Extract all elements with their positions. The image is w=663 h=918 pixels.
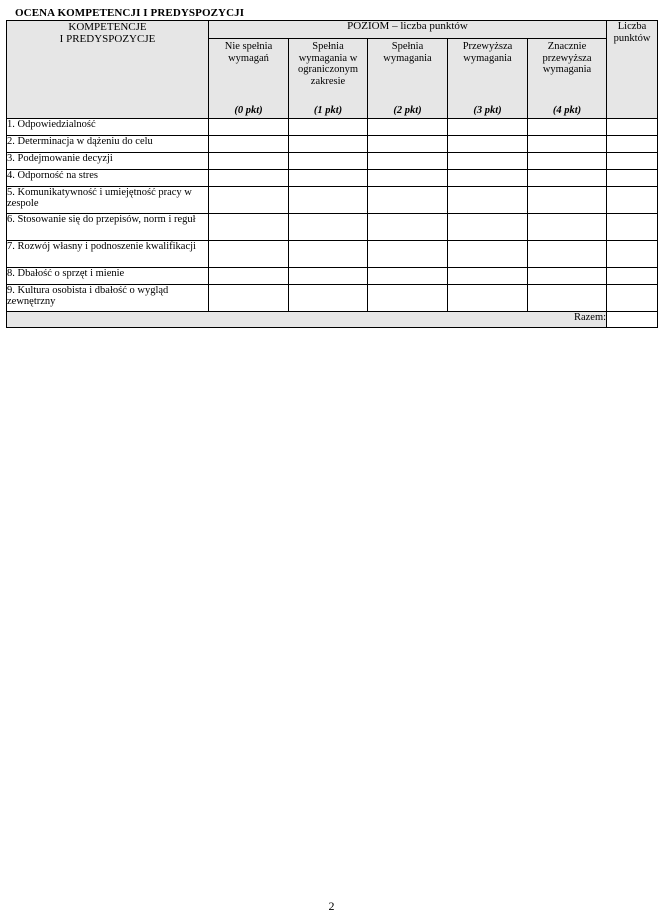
score-cell[interactable] (528, 170, 607, 187)
total-points-cell[interactable] (607, 312, 658, 328)
score-cell[interactable] (528, 285, 607, 312)
level-title-header: POZIOM – liczba punktów (209, 21, 607, 39)
score-cell[interactable] (528, 241, 607, 268)
score-cell[interactable] (368, 187, 448, 214)
score-cell[interactable] (209, 241, 289, 268)
level-header-4 (528, 39, 607, 119)
score-cell[interactable] (289, 241, 368, 268)
total-label: Razem: (7, 312, 607, 328)
score-cell[interactable] (289, 214, 368, 241)
table-row (7, 187, 658, 214)
score-cell[interactable] (448, 214, 528, 241)
level-header-1 (289, 39, 368, 119)
row-label: 3. Podejmowanie decyzji (7, 153, 209, 170)
row-label: 1. Odpowiedzialność (7, 119, 209, 136)
row-label: 6. Stosowanie się do przepisów, norm i reguł (7, 214, 209, 241)
page-heading: OCENA KOMPETENCJI I PREDYSPOZYCJI (15, 7, 245, 19)
score-cell[interactable] (209, 119, 289, 136)
level-points: (2 pkt) (393, 104, 422, 116)
points-cell[interactable] (607, 241, 658, 268)
page-number: 2 (328, 899, 335, 913)
table-row (7, 119, 658, 136)
level-label: Przewyższa wymagania (462, 41, 513, 64)
score-cell[interactable] (368, 285, 448, 312)
score-cell[interactable] (289, 119, 368, 136)
score-cell[interactable] (209, 153, 289, 170)
score-cell[interactable] (448, 241, 528, 268)
competence-header-line2: I PREDYSPOZYCJE (59, 33, 156, 45)
score-cell[interactable] (209, 214, 289, 241)
score-cell[interactable] (368, 241, 448, 268)
table-row (7, 170, 658, 187)
level-points: (1 pkt) (313, 104, 343, 116)
points-cell[interactable] (607, 136, 658, 153)
level-header-0 (209, 39, 289, 119)
table-row (7, 241, 658, 268)
score-header-line2: punktów (613, 33, 651, 44)
row-label: 5. Komunikatywność i umiejętność pracy w zespole (7, 187, 209, 214)
score-cell[interactable] (289, 187, 368, 214)
score-cell[interactable] (289, 153, 368, 170)
score-cell[interactable] (209, 136, 289, 153)
table-row (7, 285, 658, 312)
score-cell[interactable] (368, 136, 448, 153)
score-cell[interactable] (209, 187, 289, 214)
score-cell[interactable] (368, 153, 448, 170)
level-header-3 (448, 39, 528, 119)
level-label: Spełnia wymagania (383, 41, 432, 64)
score-cell[interactable] (368, 214, 448, 241)
table-row (7, 153, 658, 170)
level-label: Znacznie przewyższa wymagania (542, 41, 592, 75)
score-cell[interactable] (289, 285, 368, 312)
score-cell[interactable] (528, 268, 607, 285)
row-label: 9. Kultura osobista i dbałość o wygląd zewnętrzny (7, 285, 209, 312)
score-cell[interactable] (209, 268, 289, 285)
score-cell[interactable] (368, 268, 448, 285)
row-label: 8. Dbałość o sprzęt i mienie (7, 268, 209, 285)
score-cell[interactable] (528, 136, 607, 153)
score-cell[interactable] (289, 268, 368, 285)
total-row (7, 312, 658, 328)
level-header-2 (368, 39, 448, 119)
score-cell[interactable] (209, 285, 289, 312)
score-cell[interactable] (368, 119, 448, 136)
score-cell[interactable] (528, 187, 607, 214)
score-cell[interactable] (448, 170, 528, 187)
score-cell[interactable] (289, 170, 368, 187)
level-points: (3 pkt) (473, 104, 502, 116)
score-cell[interactable] (528, 153, 607, 170)
score-cell[interactable] (448, 136, 528, 153)
competence-assessment-table (6, 20, 658, 328)
competence-header (7, 21, 209, 119)
score-cell[interactable] (448, 187, 528, 214)
score-cell[interactable] (448, 153, 528, 170)
row-label: 2. Determinacja w dążeniu do celu (7, 136, 209, 153)
table-row (7, 268, 658, 285)
score-column-header (607, 21, 658, 119)
score-cell[interactable] (209, 170, 289, 187)
score-cell[interactable] (448, 268, 528, 285)
points-cell[interactable] (607, 153, 658, 170)
score-header-line1: Liczba (617, 21, 647, 32)
points-cell[interactable] (607, 268, 658, 285)
score-cell[interactable] (289, 136, 368, 153)
points-cell[interactable] (607, 285, 658, 312)
row-label: 7. Rozwój własny i podnoszenie kwalifikacji (7, 241, 209, 268)
score-cell[interactable] (368, 170, 448, 187)
competence-header-line1: KOMPETENCJE (68, 21, 147, 33)
level-label: Spełnia wymagania w ograniczonym zakresie (297, 41, 359, 87)
score-cell[interactable] (448, 285, 528, 312)
level-points: (0 pkt) (234, 104, 263, 116)
points-cell[interactable] (607, 187, 658, 214)
level-points: (4 pkt) (552, 104, 582, 116)
score-cell[interactable] (528, 119, 607, 136)
score-cell[interactable] (528, 214, 607, 241)
points-cell[interactable] (607, 119, 658, 136)
table-row (7, 136, 658, 153)
table-row (7, 214, 658, 241)
level-label: Nie spełnia wymagań (224, 41, 273, 64)
row-label: 4. Odporność na stres (7, 170, 209, 187)
score-cell[interactable] (448, 119, 528, 136)
points-cell[interactable] (607, 214, 658, 241)
points-cell[interactable] (607, 170, 658, 187)
